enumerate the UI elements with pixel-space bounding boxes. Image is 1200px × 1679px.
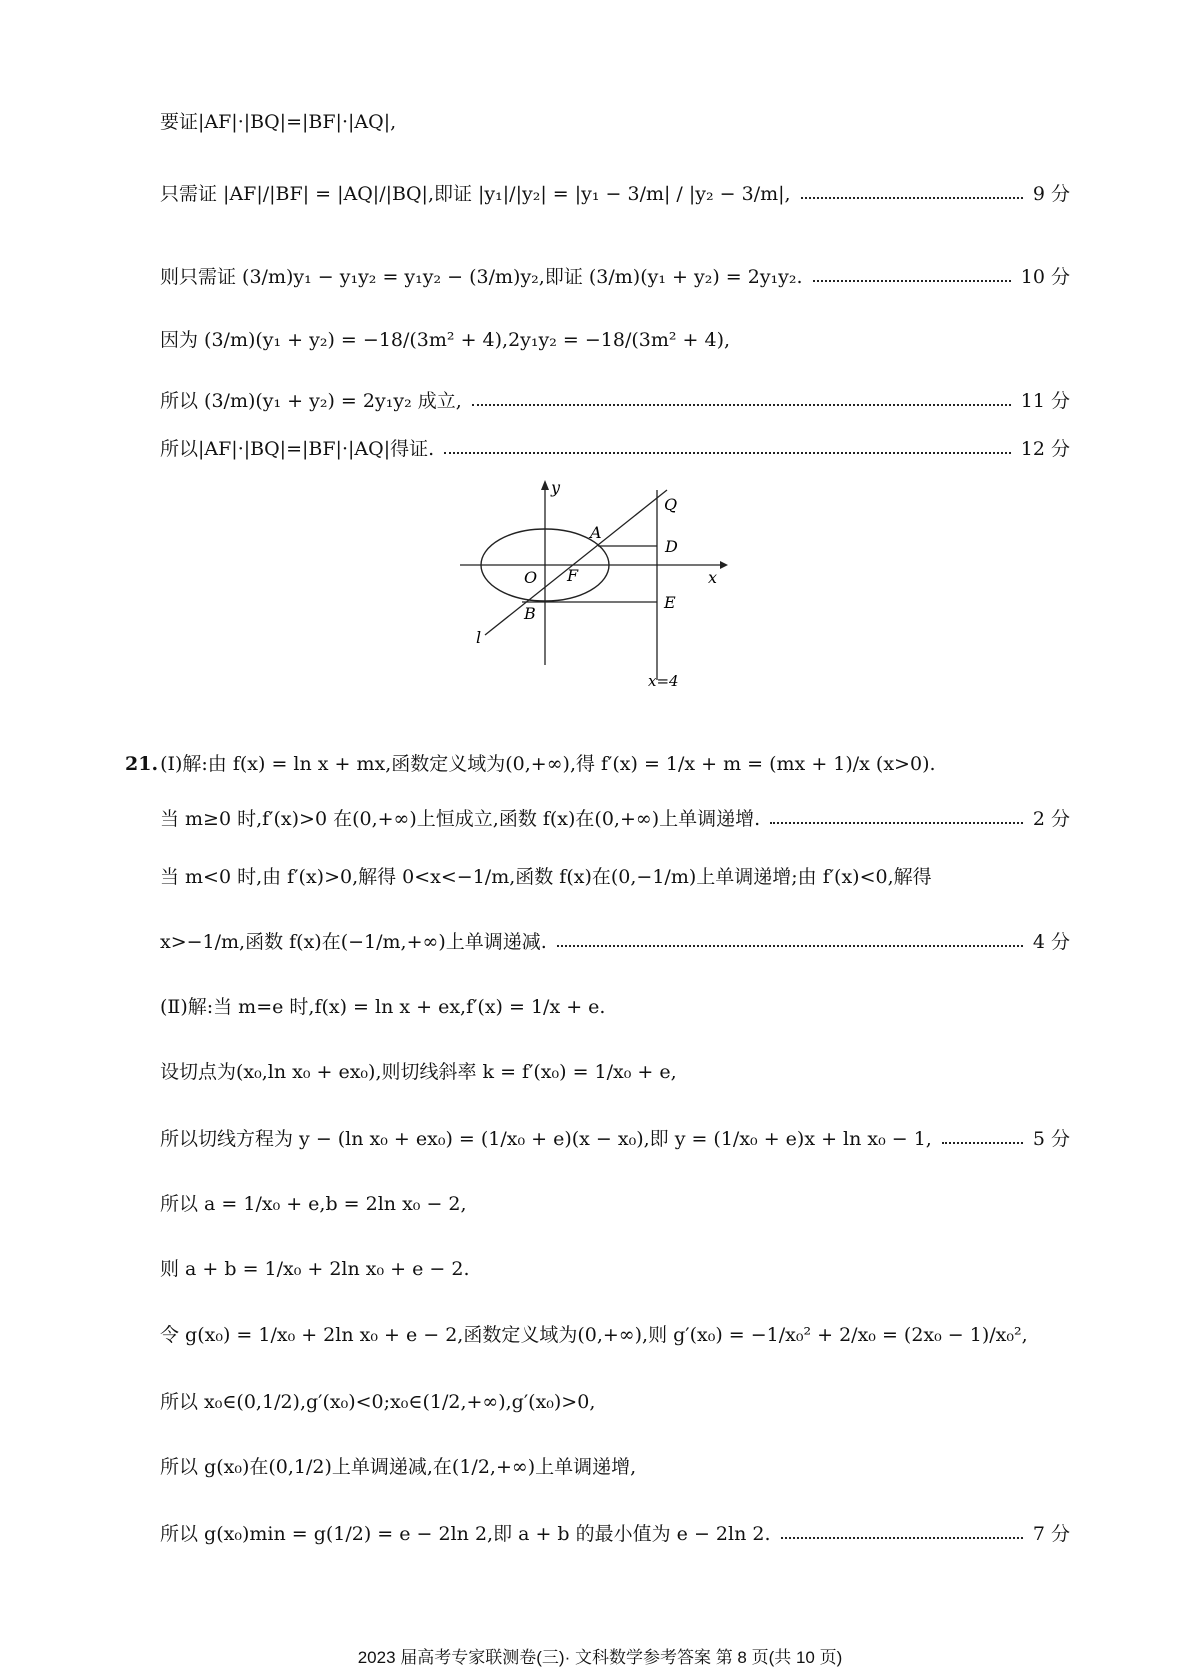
solution-line-9 [160,868,1070,887]
solution-line-8 [160,810,1070,829]
line-text: 则只需证 (3/m)y₁ − y₁y₂ = y₁y₂ − (3/m)y₂,即证 (3/m)(y₁ + y₂) = 2y₁y₂. [160,266,803,288]
leader-dots [444,452,1011,454]
leader-dots [770,822,1023,824]
label-l: l [476,628,482,647]
solution-line-10 [160,933,1070,952]
line-l [485,490,667,635]
line-text: 当 m<0 时,由 f′(x)>0,解得 0<x<−1/m,函数 f(x)在(0,−1/m)上单调递增;由 f′(x)<0,解得 [160,866,932,888]
ellipse-figure [470,478,770,730]
line-text: 只需证 |AF|/|BF| = |AQ|/|BQ|,即证 |y₁|/|y₂| = |y₁ − 3/m| / |y₂ − 3/m|, [160,183,791,205]
score-label: 12 分 [1020,438,1070,460]
solution-line-5 [160,392,1070,411]
solution-line-17 [160,1393,1070,1412]
question-number: 21. [125,753,159,775]
solution-line-6 [160,440,1070,459]
leader-dots [801,197,1023,199]
line-text: 因为 (3/m)(y₁ + y₂) = −18/(3m² + 4),2y₁y₂ = −18/(3m² + 4), [160,329,731,351]
solution-line-14 [160,1195,1070,1214]
leader-dots [942,1142,1023,1144]
solution-line-3 [160,268,1070,287]
solution-line-11 [160,998,1070,1017]
leader-dots [472,404,1011,406]
line-text: 所以 g(x₀)min = g(1/2) = e − 2ln 2,即 a + b 的最小值为 e − 2ln 2. [160,1523,771,1545]
label-x-equals-4: x=4 [648,672,679,690]
label-E: E [664,593,676,612]
score-label: 10 分 [1020,266,1070,288]
score-label: 5 分 [1032,1128,1070,1150]
line-text: (Ⅱ)解:当 m=e 时,f(x) = ln x + ex,f′(x) = 1/x + e. [160,996,606,1018]
x-axis-arrow [720,561,728,569]
line-text: 令 g(x₀) = 1/x₀ + 2ln x₀ + e − 2,函数定义域为(0,+∞),则 g′(x₀) = −1/x₀² + 2/x₀ = (2x₀ − 1)/x₀², [160,1324,1028,1346]
label-A: A [590,523,602,542]
label-O: O [524,568,538,587]
solution-line-16 [160,1326,1070,1345]
solution-line-15 [160,1260,1070,1279]
leader-dots [813,280,1011,282]
line-text: 当 m≥0 时,f′(x)>0 在(0,+∞)上恒成立,函数 f(x)在(0,+∞)上单调递增. [160,808,761,830]
solution-line-13 [160,1130,1070,1149]
score-label: 2 分 [1032,808,1070,830]
leader-dots [781,1537,1023,1539]
score-label: 7 分 [1032,1523,1070,1545]
label-B: B [524,604,536,623]
line-text: x>−1/m,函数 f(x)在(−1/m,+∞)上单调递减. [160,931,547,953]
leader-dots [557,945,1023,947]
line-text: 所以 a = 1/x₀ + e,b = 2ln x₀ − 2, [160,1193,467,1215]
label-x: x [708,568,718,587]
label-D: D [665,537,678,556]
solution-line-4 [160,331,1070,350]
line-text: (Ⅰ)解:由 f(x) = ln x + mx,函数定义域为(0,+∞),得 f′(x) = 1/x + m = (mx + 1)/x (x>0). [160,753,936,775]
solution-line-19 [160,1525,1070,1544]
line-text: 要证|AF|·|BQ|=|BF|·|AQ|, [160,111,397,133]
label-Q: Q [664,495,678,514]
y-axis-arrow [541,480,549,490]
page-footer: 2023 届高考专家联测卷(三)· 文科数学参考答案 第 8 页(共 10 页) [357,1648,843,1667]
label-y: y [551,478,561,497]
solution-line-1 [160,113,1070,132]
solution-line-12 [160,1063,1070,1082]
line-text: 所以 (3/m)(y₁ + y₂) = 2y₁y₂ 成立, [160,390,462,412]
score-label: 4 分 [1032,931,1070,953]
line-text: 所以 g(x₀)在(0,1/2)上单调递减,在(1/2,+∞)上单调递增, [160,1456,637,1478]
line-text: 所以 x₀∈(0,1/2),g′(x₀)<0;x₀∈(1/2,+∞),g′(x₀)>0, [160,1391,596,1413]
solution-line-7 [125,755,1070,774]
score-label: 11 分 [1020,390,1070,412]
label-F: F [567,566,579,585]
line-text: 则 a + b = 1/x₀ + 2ln x₀ + e − 2. [160,1258,470,1280]
score-label: 9 分 [1032,183,1070,205]
solution-line-2 [160,185,1070,204]
line-text: 设切点为(x₀,ln x₀ + ex₀),则切线斜率 k = f′(x₀) = 1/x₀ + e, [160,1061,677,1083]
solution-line-18 [160,1458,1070,1477]
line-text: 所以|AF|·|BQ|=|BF|·|AQ|得证. [160,438,435,460]
line-text: 所以切线方程为 y − (ln x₀ + ex₀) = (1/x₀ + e)(x − x₀),即 y = (1/x₀ + e)x + ln x₀ − 1, [160,1128,932,1150]
